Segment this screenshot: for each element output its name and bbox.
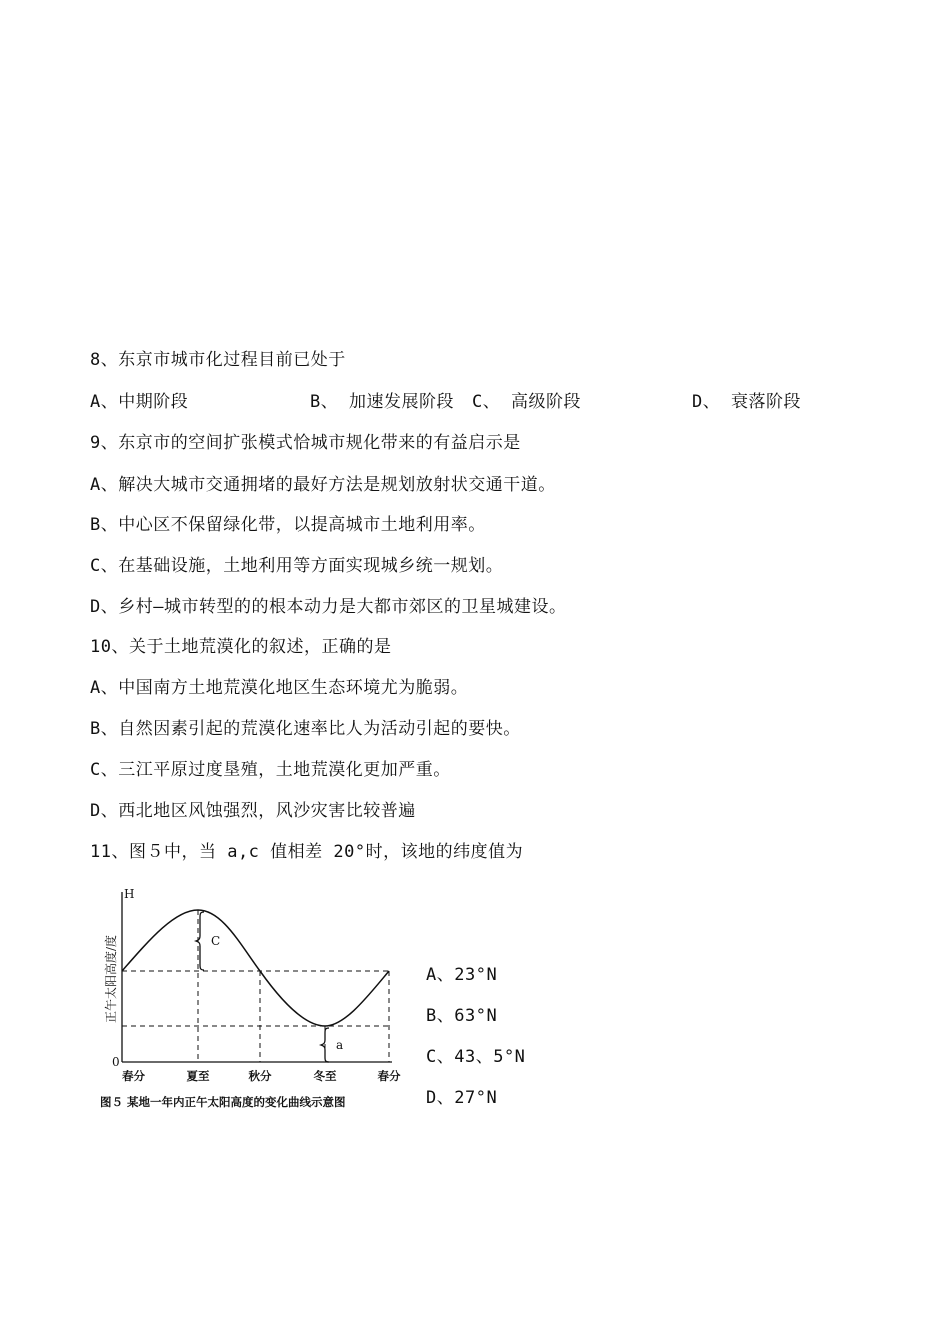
q9-option-a: A、解决大城市交通拥堵的最好方法是规划放射状交通干道。 [90, 475, 556, 495]
solar-altitude-diagram [100, 884, 420, 1114]
q11-option-c: C、43、5°N [426, 1047, 526, 1067]
q9-stem: 9、东京市的空间扩张模式恰城市规化带来的有益启示是 [90, 433, 521, 453]
origin-label: 0 [112, 1055, 120, 1069]
q8-option-b: B、 加速发展阶段 [310, 392, 454, 412]
x-label-spring-equinox: 春分 [122, 1069, 145, 1083]
brace-c [196, 912, 204, 970]
q9-option-d: D、乡村—城市转型的的根本动力是大都市郊区的卫星城建设。 [90, 597, 567, 617]
q8-option-c: C、 高级阶段 [472, 392, 581, 412]
figure-caption: 图５ 某地一年内正午太阳高度的变化曲线示意图 [100, 1095, 346, 1109]
x-label-winter-solstice: 冬至 [313, 1069, 337, 1083]
x-label-summer-solstice: 夏至 [186, 1069, 210, 1083]
q10-stem: 10、关于土地荒漠化的叙述，正确的是 [90, 637, 392, 657]
x-label-autumn-equinox: 秋分 [248, 1069, 272, 1083]
q11-stem: 11、图５中，当 a,c 值相差 20°时，该地的纬度值为 [90, 842, 524, 862]
q8-option-a: A、中期阶段 [90, 392, 189, 412]
mark-a: a [336, 1038, 344, 1052]
q9-option-b: B、中心区不保留绿化带，以提高城市土地利用率。 [90, 515, 486, 535]
q10-option-d: D、西北地区风蚀强烈，风沙灾害比较普遍 [90, 801, 416, 821]
q10-option-a: A、中国南方土地荒漠化地区生态环境尤为脆弱。 [90, 678, 469, 698]
q11-option-a: A、23°N [426, 965, 498, 985]
y-top-label: H [124, 887, 135, 901]
q10-option-c: C、三江平原过度垦殖，土地荒漠化更加严重。 [90, 760, 451, 780]
mark-c: C [211, 934, 221, 948]
q9-option-c: C、在基础设施，土地利用等方面实现城乡统一规划。 [90, 556, 504, 576]
q8-stem: 8、东京市城市化过程目前已处于 [90, 350, 346, 370]
q11-option-d: D、27°N [426, 1088, 498, 1108]
q11-option-b: B、63°N [426, 1006, 498, 1026]
x-label-spring-equinox-end: 春分 [377, 1069, 401, 1083]
solar-altitude-curve [122, 910, 389, 1026]
q10-option-b: B、自然因素引起的荒漠化速率比人为活动引起的要快。 [90, 719, 521, 739]
solar-altitude-figure [100, 884, 420, 1114]
y-axis-label: 正午太阳高度/度 [104, 934, 118, 1024]
q8-option-d: D、 衰落阶段 [692, 392, 801, 412]
